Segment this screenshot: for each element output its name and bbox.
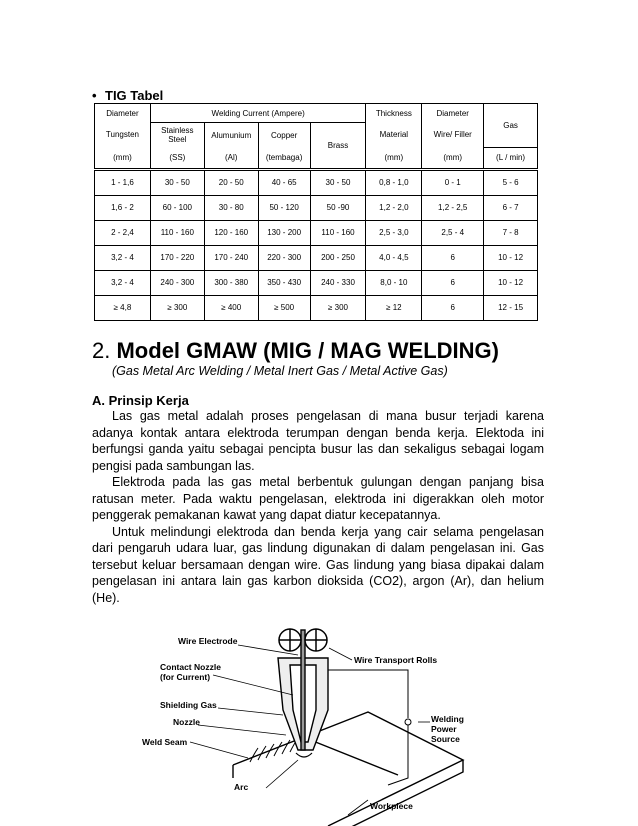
table-cell: 6 bbox=[422, 270, 484, 295]
table-cell: 0 - 1 bbox=[422, 169, 484, 195]
table-cell: 3,2 - 4 bbox=[95, 245, 151, 270]
label-welding: Welding bbox=[431, 714, 464, 724]
table-cell: 2,5 - 4 bbox=[422, 220, 484, 245]
th-aluminium: Alumunium bbox=[204, 123, 258, 148]
th-tungsten: Tungsten bbox=[95, 123, 151, 148]
th-welding-current: Welding Current (Ampere) bbox=[150, 104, 366, 123]
table-cell: 20 - 50 bbox=[204, 169, 258, 195]
label-contact-nozzle: Contact Nozzle bbox=[160, 662, 221, 672]
paragraph: Las gas metal adalah proses pengelasan di mana busur terjadi karena adanya kontak antara elektroda terumpan dengan benda kerja. Elektoda ini berfungsi ganda yaitu sebagai pencipta busur las dan sekaligus sebagai logam pengisi pada sambungan las. bbox=[92, 409, 544, 473]
table-cell: 50 - 120 bbox=[258, 195, 310, 220]
th-mm2: (mm) bbox=[366, 147, 422, 169]
table-cell: 170 - 220 bbox=[150, 245, 204, 270]
th-stainless: Stainless Steel bbox=[150, 123, 204, 148]
table-cell: 30 - 80 bbox=[204, 195, 258, 220]
th-gas-unit: (L / min) bbox=[484, 147, 538, 169]
table-cell: 130 - 200 bbox=[258, 220, 310, 245]
table-cell: 5 - 6 bbox=[484, 169, 538, 195]
label-nozzle: Nozzle bbox=[173, 717, 200, 727]
table-cell: 30 - 50 bbox=[150, 169, 204, 195]
table-cell: 40 - 65 bbox=[258, 169, 310, 195]
tig-table bbox=[94, 103, 538, 321]
body-text bbox=[92, 408, 544, 606]
table-row bbox=[95, 220, 538, 245]
table-cell: 110 - 160 bbox=[150, 220, 204, 245]
th-diameter: Diameter bbox=[95, 104, 151, 123]
table-cell: ≥ 300 bbox=[150, 295, 204, 320]
th-material: Material bbox=[366, 123, 422, 148]
table-cell: 240 - 330 bbox=[310, 270, 366, 295]
table-cell: 1,2 - 2,0 bbox=[366, 195, 422, 220]
table-cell: 4,0 - 4,5 bbox=[366, 245, 422, 270]
table-cell: 50 -90 bbox=[310, 195, 366, 220]
table-row bbox=[95, 295, 538, 320]
label-arc: Arc bbox=[234, 782, 249, 792]
table-row bbox=[95, 270, 538, 295]
table-cell: 6 bbox=[422, 245, 484, 270]
table-cell: 2 - 2,4 bbox=[95, 220, 151, 245]
table-cell: 170 - 240 bbox=[204, 245, 258, 270]
table-cell: ≥ 300 bbox=[310, 295, 366, 320]
table-cell: ≥ 12 bbox=[366, 295, 422, 320]
table-cell: 7 - 8 bbox=[484, 220, 538, 245]
table-cell: 120 - 160 bbox=[204, 220, 258, 245]
table-cell: ≥ 400 bbox=[204, 295, 258, 320]
table-cell: 200 - 250 bbox=[310, 245, 366, 270]
bullet-marker: • bbox=[92, 88, 97, 103]
th-tembaga: (tembaga) bbox=[258, 147, 310, 169]
th-wire-filler: Wire/ Filler bbox=[422, 123, 484, 148]
table-cell: 6 bbox=[422, 295, 484, 320]
label-for-current: (for Current) bbox=[160, 672, 211, 682]
table-cell: 350 - 430 bbox=[258, 270, 310, 295]
th-gas: Gas bbox=[484, 104, 538, 148]
th-thickness: Thickness bbox=[366, 104, 422, 123]
heading-label: TIG Tabel bbox=[105, 88, 164, 103]
subsection-heading: A. Prinsip Kerja bbox=[92, 393, 189, 408]
table-cell: 3,2 - 4 bbox=[95, 270, 151, 295]
table-row bbox=[95, 169, 538, 195]
label-power: Power bbox=[431, 724, 457, 734]
table-cell: 1,6 - 2 bbox=[95, 195, 151, 220]
table-cell: 240 - 300 bbox=[150, 270, 204, 295]
table-cell: 0,8 - 1,0 bbox=[366, 169, 422, 195]
tig-table-heading bbox=[92, 88, 163, 103]
table-cell: 10 - 12 bbox=[484, 245, 538, 270]
table-cell: 6 - 7 bbox=[484, 195, 538, 220]
th-mm1: (mm) bbox=[95, 147, 151, 169]
table-cell: 110 - 160 bbox=[310, 220, 366, 245]
th-diameter2: Diameter bbox=[422, 104, 484, 123]
label-wire-electrode: Wire Electrode bbox=[178, 636, 238, 646]
label-shielding-gas: Shielding Gas bbox=[160, 700, 217, 710]
table-cell: 30 - 50 bbox=[310, 169, 366, 195]
section-subtitle: (Gas Metal Arc Welding / Metal Inert Gas / Metal Active Gas) bbox=[112, 364, 448, 378]
th-ss: (SS) bbox=[150, 147, 204, 169]
table-cell: 2,5 - 3,0 bbox=[366, 220, 422, 245]
paragraph: Elektroda pada las gas metal berbentuk gulungan dengan panjang bisa ratusan meter. Pada waktu pengelasan, elektroda ini digerakkan oleh motor penggerak pemakanan kawat yang dapat diatur kecepatannya. bbox=[92, 475, 544, 522]
label-workpiece: Workpiece bbox=[370, 801, 413, 811]
th-al: (Al) bbox=[204, 147, 258, 169]
workpiece-plates bbox=[233, 712, 463, 826]
th-mm3: (mm) bbox=[422, 147, 484, 169]
section-title-text: Model GMAW (MIG / MAG WELDING) bbox=[116, 338, 499, 363]
table-cell: ≥ 4,8 bbox=[95, 295, 151, 320]
table-row bbox=[95, 195, 538, 220]
table-cell: ≥ 500 bbox=[258, 295, 310, 320]
table-cell: 220 - 300 bbox=[258, 245, 310, 270]
table-cell: 1,2 - 2,5 bbox=[422, 195, 484, 220]
table-cell: 10 - 12 bbox=[484, 270, 538, 295]
th-brass: Brass bbox=[310, 123, 366, 170]
table-cell: 300 - 380 bbox=[204, 270, 258, 295]
table-cell: 1 - 1,6 bbox=[95, 169, 151, 195]
label-source: Source bbox=[431, 734, 460, 744]
table-cell: 12 - 15 bbox=[484, 295, 538, 320]
section-number: 2. bbox=[92, 338, 111, 363]
label-weld-seam: Weld Seam bbox=[142, 737, 188, 747]
label-wire-transport-rolls: Wire Transport Rolls bbox=[354, 655, 438, 665]
th-copper: Copper bbox=[258, 123, 310, 148]
paragraph: Untuk melindungi elektroda dan benda kerja yang cair selama pengelasan dari pengaruh udara luar, gas lindung digunakan di dalam pengelasan ini. Gas tersebut keluar bersamaan dengan wire. Gas lindung yang biasa dipakai dalam pengelasan ini antara lain gas karbon dioksida (CO2), argon (Ar), dan helium (He). bbox=[92, 524, 544, 605]
arc-mark bbox=[296, 753, 312, 757]
table-cell: 60 - 100 bbox=[150, 195, 204, 220]
table-cell: 8,0 - 10 bbox=[366, 270, 422, 295]
gmaw-diagram bbox=[138, 610, 478, 826]
table-row bbox=[95, 245, 538, 270]
section-title bbox=[92, 338, 499, 364]
